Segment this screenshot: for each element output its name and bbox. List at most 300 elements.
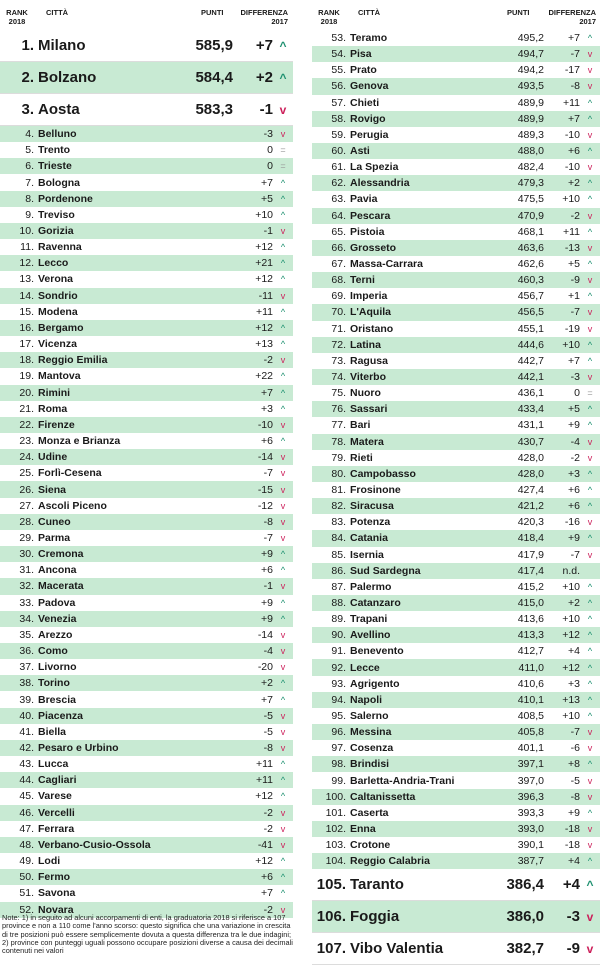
table-row — [312, 611, 600, 627]
diff-cell: +11 — [255, 305, 273, 318]
arrow-down-icon: v — [280, 516, 286, 527]
rank-cell: 55. — [331, 64, 346, 77]
rank-cell: 82. — [331, 500, 346, 513]
rank-cell: 4. — [25, 128, 34, 141]
table-row — [0, 756, 293, 772]
rank-cell: 18. — [19, 354, 34, 367]
diff-cell: +4 — [562, 876, 580, 894]
city-cell: Verona — [38, 273, 74, 286]
arrow-down-icon: v — [587, 436, 593, 447]
diff-cell: +12 — [255, 790, 273, 803]
arrow-up-icon: ^ — [587, 597, 593, 608]
header-points: PUNTI — [201, 8, 224, 17]
points-cell: 412,7 — [517, 645, 544, 658]
diff-cell: +2 — [568, 596, 580, 609]
rank-cell: 103. — [325, 839, 346, 852]
diff-cell: +11 — [562, 225, 580, 238]
rank-cell: 6. — [25, 160, 34, 173]
points-cell: 427,4 — [517, 484, 544, 496]
rank-cell: 40. — [19, 709, 34, 722]
rank-cell: 11. — [20, 241, 34, 254]
city-cell: L'Aquila — [350, 306, 391, 319]
diff-cell: -1 — [259, 101, 273, 118]
city-cell: Novara — [38, 903, 74, 916]
table-row — [312, 417, 600, 433]
table-row — [312, 498, 600, 514]
city-cell: Siracusa — [350, 500, 394, 513]
table-row — [312, 740, 600, 756]
table-row — [0, 708, 293, 724]
diff-cell: +10 — [255, 208, 273, 221]
city-cell: Modena — [38, 305, 78, 318]
table-row — [312, 111, 600, 127]
city-cell: Enna — [350, 822, 376, 835]
arrow-down-icon: v — [280, 226, 286, 237]
arrow-down-icon: v — [587, 275, 593, 286]
rank-cell: 97. — [331, 742, 346, 755]
diff-cell: +12 — [255, 321, 273, 334]
diff-cell: +9 — [261, 548, 273, 561]
city-cell: Agrigento — [350, 677, 400, 690]
rank-cell: 41. — [19, 725, 34, 738]
city-cell: Sud Sardegna — [350, 564, 421, 577]
arrow-down-icon: v — [587, 81, 593, 92]
rank-cell: 21. — [19, 402, 34, 415]
rank-cell: 93. — [331, 677, 346, 690]
diff-cell: -4 — [263, 645, 273, 658]
diff-cell: +13 — [255, 338, 273, 351]
points-cell: 468,1 — [517, 225, 544, 238]
rank-cell: 44. — [19, 774, 34, 787]
table-row — [312, 579, 600, 595]
arrow-up-icon: ^ — [280, 209, 286, 220]
city-cell: Lecce — [350, 661, 380, 674]
rank-cell: 26. — [19, 483, 34, 496]
rank-cell: 20. — [19, 386, 34, 399]
arrow-down-icon: v — [279, 102, 287, 117]
points-cell: 417,4 — [517, 564, 544, 577]
rank-cell: 50. — [19, 871, 34, 884]
arrow-down-icon: v — [587, 323, 593, 334]
rank-cell: 88. — [331, 596, 346, 609]
rank-cell: 107. — [316, 940, 346, 958]
table-row — [312, 208, 600, 224]
diff-cell: -8 — [570, 790, 580, 803]
diff-cell: -9 — [570, 274, 580, 287]
arrow-up-icon: ^ — [587, 581, 593, 592]
rank-cell: 101. — [325, 806, 346, 819]
table-row — [0, 320, 293, 336]
rank-cell: 30. — [19, 548, 34, 561]
points-cell: 393,0 — [517, 822, 544, 835]
points-cell: 390,1 — [517, 839, 544, 852]
diff-cell: 0 — [267, 144, 273, 157]
table-row — [0, 788, 293, 804]
table-row — [0, 627, 293, 643]
table-row — [312, 30, 600, 46]
city-cell: Cagliari — [38, 774, 77, 787]
city-cell: Ragusa — [350, 354, 388, 367]
rank-cell: 75. — [331, 387, 346, 400]
table-row — [312, 46, 600, 62]
points-cell: 421,2 — [517, 500, 544, 513]
ranking-list-left — [0, 30, 293, 918]
table-row — [0, 643, 293, 659]
table-row — [0, 368, 293, 384]
city-cell: Biella — [38, 725, 67, 738]
diff-cell: -8 — [570, 80, 580, 93]
city-cell: Teramo — [350, 32, 388, 45]
table-row — [312, 191, 600, 207]
table-row — [0, 223, 293, 239]
table-row — [312, 789, 600, 805]
table-row — [0, 805, 293, 821]
diff-cell: +22 — [255, 370, 273, 383]
points-cell: 408,5 — [517, 709, 544, 722]
diff-cell: -11 — [258, 289, 273, 302]
rank-cell: 45. — [19, 790, 34, 803]
arrow-down-icon: v — [280, 419, 286, 430]
points-cell: 387,7 — [517, 855, 544, 868]
diff-cell: +3 — [568, 467, 580, 480]
table-row — [0, 481, 293, 497]
city-cell: Reggio Calabria — [350, 855, 430, 868]
arrow-up-icon: ^ — [587, 759, 593, 770]
city-cell: Treviso — [38, 208, 75, 221]
points-cell: 415,2 — [517, 580, 544, 593]
table-row — [0, 449, 293, 465]
table-row — [0, 498, 293, 514]
table-row — [0, 352, 293, 368]
arrow-up-icon: ^ — [587, 339, 593, 350]
arrow-down-icon: v — [280, 532, 286, 543]
arrow-down-icon: v — [587, 791, 593, 802]
diff-cell: -16 — [564, 516, 580, 529]
points-cell: 456,7 — [517, 290, 544, 303]
rank-cell: 71. — [331, 322, 346, 335]
arrow-up-icon: ^ — [280, 888, 286, 899]
arrow-up-icon: ^ — [587, 646, 593, 657]
city-cell: Terni — [350, 274, 375, 287]
city-cell: Alessandria — [350, 177, 410, 190]
diff-cell: -2 — [263, 903, 273, 916]
diff-cell: -2 — [263, 822, 273, 835]
table-row — [0, 853, 293, 869]
city-cell: Massa-Carrara — [350, 258, 423, 271]
rank-cell: 35. — [19, 628, 34, 641]
rank-cell: 85. — [331, 548, 346, 561]
points-cell: 495,2 — [517, 32, 544, 45]
city-cell: Catania — [350, 532, 388, 545]
arrow-up-icon: ^ — [587, 146, 593, 157]
table-row — [312, 385, 600, 401]
city-cell: Cremona — [38, 548, 84, 561]
arrow-down-icon: v — [587, 162, 593, 173]
city-cell: Rieti — [350, 451, 373, 464]
diff-cell: +3 — [568, 677, 580, 690]
arrow-up-icon: ^ — [587, 194, 593, 205]
diff-cell: +10 — [562, 613, 580, 626]
diff-cell: +7 — [261, 386, 273, 399]
table-row — [312, 514, 600, 530]
equal-icon: = — [280, 161, 286, 172]
diff-cell: -7 — [263, 467, 273, 480]
table-row — [312, 401, 600, 417]
rank-cell: 99. — [331, 774, 346, 787]
arrow-up-icon: ^ — [280, 371, 286, 382]
arrow-up-icon: ^ — [587, 630, 593, 641]
rank-cell: 33. — [19, 596, 34, 609]
diff-cell: +10 — [562, 338, 580, 351]
city-cell: Ferrara — [38, 822, 75, 835]
rank-cell: 69. — [331, 290, 346, 303]
table-row — [0, 401, 293, 417]
diff-cell: -5 — [570, 774, 580, 787]
city-cell: Forlì-Cesena — [38, 467, 102, 480]
table-row — [312, 321, 600, 337]
diff-cell: -18 — [564, 822, 580, 835]
points-cell: 456,5 — [517, 306, 544, 319]
table-row — [0, 304, 293, 320]
city-cell: Parma — [38, 531, 71, 544]
diff-cell: -2 — [570, 209, 580, 222]
city-cell: Crotone — [350, 839, 391, 852]
arrow-up-icon: ^ — [587, 533, 593, 544]
city-cell: Vibo Valentia — [350, 940, 444, 958]
city-cell: Ravenna — [38, 241, 82, 254]
table-row — [312, 563, 600, 579]
rank-cell: 52. — [19, 903, 34, 916]
rank-cell: 7. — [25, 176, 34, 189]
diff-cell: -4 — [570, 435, 580, 448]
arrow-down-icon: v — [280, 581, 286, 592]
arrow-up-icon: ^ — [587, 694, 593, 705]
header-diff: DIFFERENZA 2017 — [548, 8, 596, 26]
ranking-column-right — [312, 0, 600, 965]
table-row — [312, 805, 600, 821]
arrow-down-icon: v — [280, 904, 286, 915]
rank-cell: 81. — [331, 484, 346, 496]
diff-cell: +6 — [568, 500, 580, 513]
table-row — [0, 336, 293, 352]
table-row — [312, 547, 600, 563]
rank-cell: 51. — [19, 887, 34, 900]
diff-cell: -3 — [566, 908, 580, 926]
table-row — [312, 159, 600, 175]
table-row — [0, 417, 293, 433]
table-header — [312, 0, 600, 30]
rank-cell: 25. — [19, 467, 34, 480]
rank-cell: 73. — [331, 354, 346, 367]
city-cell: Torino — [38, 677, 70, 690]
city-cell: Pisa — [350, 48, 372, 61]
diff-cell: +9 — [261, 596, 273, 609]
diff-cell: -20 — [257, 661, 273, 674]
arrow-down-icon: v — [587, 517, 593, 528]
table-row — [312, 837, 600, 853]
arrow-up-icon: ^ — [279, 70, 287, 85]
city-cell: Milano — [38, 37, 86, 54]
rank-cell: 59. — [331, 128, 346, 141]
city-cell: Monza e Brianza — [38, 435, 121, 448]
city-cell: Livorno — [38, 661, 77, 674]
arrow-up-icon: ^ — [280, 193, 286, 204]
city-cell: Cuneo — [38, 515, 71, 528]
rank-cell: 16. — [19, 321, 34, 334]
rank-cell: 84. — [331, 532, 346, 545]
table-row — [312, 869, 600, 901]
diff-cell: +4 — [568, 855, 580, 868]
points-cell: 489,9 — [517, 112, 544, 125]
arrow-down-icon: v — [280, 629, 286, 640]
arrow-down-icon: v — [280, 129, 286, 140]
diff-cell: +1 — [568, 290, 580, 303]
arrow-up-icon: ^ — [587, 468, 593, 479]
equal-icon: = — [280, 145, 286, 156]
city-cell: Chieti — [350, 96, 380, 109]
diff-cell: -14 — [257, 628, 273, 641]
city-cell: Firenze — [38, 418, 75, 431]
rank-cell: 95. — [331, 709, 346, 722]
diff-cell: +8 — [568, 758, 580, 771]
diff-cell: -7 — [570, 726, 580, 739]
city-cell: Cosenza — [350, 742, 394, 755]
table-row — [312, 256, 600, 272]
rank-cell: 2. — [21, 69, 34, 86]
rank-cell: 90. — [331, 629, 346, 642]
city-cell: Macerata — [38, 580, 84, 593]
table-row — [312, 224, 600, 240]
city-cell: Barletta-Andria-Trani — [350, 774, 455, 787]
diff-cell: +2 — [255, 69, 273, 86]
diff-cell: +5 — [568, 403, 580, 416]
points-cell: 418,4 — [517, 532, 544, 545]
diff-cell: -8 — [263, 742, 273, 755]
city-cell: Reggio Emilia — [38, 354, 108, 367]
rank-cell: 31. — [19, 564, 34, 577]
rank-cell: 14. — [19, 289, 34, 302]
diff-cell: -9 — [566, 940, 580, 958]
diff-cell: 0 — [267, 160, 273, 173]
arrow-down-icon: v — [587, 65, 593, 76]
city-cell: Padova — [38, 596, 76, 609]
rank-cell: 104. — [325, 855, 346, 868]
table-row — [312, 482, 600, 498]
city-cell: Genova — [350, 80, 389, 93]
table-header — [0, 0, 293, 30]
city-cell: Isernia — [350, 548, 384, 561]
city-cell: Palermo — [350, 580, 392, 593]
rank-cell: 70. — [331, 306, 346, 319]
arrow-up-icon: ^ — [280, 306, 286, 317]
table-row — [312, 127, 600, 143]
city-cell: Rovigo — [350, 112, 386, 125]
points-cell: 430,7 — [517, 435, 544, 448]
arrow-up-icon: ^ — [280, 549, 286, 560]
diff-cell: 0 — [574, 387, 580, 400]
rank-cell: 47. — [19, 822, 34, 835]
diff-cell: +5 — [568, 258, 580, 271]
arrow-down-icon: v — [587, 49, 593, 60]
rank-cell: 105. — [316, 876, 346, 894]
diff-cell: -17 — [564, 64, 580, 77]
arrow-up-icon: ^ — [587, 97, 593, 108]
rank-cell: 89. — [331, 613, 346, 626]
diff-cell: +12 — [255, 855, 273, 868]
points-cell: 462,6 — [517, 258, 544, 271]
city-cell: Fermo — [38, 871, 71, 884]
arrow-up-icon: ^ — [587, 420, 593, 431]
city-cell: Benevento — [350, 645, 404, 658]
table-row — [312, 595, 600, 611]
arrow-up-icon: ^ — [587, 404, 593, 415]
table-row — [312, 676, 600, 692]
table-row — [312, 240, 600, 256]
points-cell: 494,2 — [517, 64, 544, 77]
diff-cell: -1 — [263, 225, 273, 238]
diff-cell: -2 — [263, 354, 273, 367]
points-cell: 433,4 — [517, 403, 544, 416]
points-cell: 436,1 — [517, 387, 544, 400]
points-cell: 428,0 — [517, 467, 544, 480]
points-cell: 411,0 — [518, 661, 544, 674]
diff-cell: +6 — [261, 435, 273, 448]
arrow-up-icon: ^ — [587, 614, 593, 625]
rank-cell: 86. — [331, 564, 346, 577]
diff-cell: -18 — [564, 839, 580, 852]
arrow-down-icon: v — [587, 823, 593, 834]
table-row — [0, 385, 293, 401]
points-cell: 393,3 — [517, 806, 544, 819]
city-cell: Sondrio — [38, 289, 78, 302]
city-cell: Salerno — [350, 709, 389, 722]
table-row — [0, 174, 293, 190]
city-cell: Catanzaro — [350, 596, 401, 609]
city-cell: Bolzano — [38, 69, 97, 86]
arrow-up-icon: ^ — [587, 807, 593, 818]
arrow-down-icon: v — [587, 129, 593, 140]
diff-cell: -8 — [263, 515, 273, 528]
city-cell: Pavia — [350, 193, 378, 206]
city-cell: Oristano — [350, 322, 394, 335]
arrow-up-icon: ^ — [280, 613, 286, 624]
diff-cell: -10 — [564, 128, 580, 141]
diff-cell: +10 — [562, 709, 580, 722]
diff-cell: +7 — [568, 354, 580, 367]
table-row — [0, 255, 293, 271]
arrow-down-icon: v — [587, 210, 593, 221]
table-row — [312, 627, 600, 643]
footnote: Note: 1) in seguito ad alcuni accorpamenti di enti, la graduatoria 2018 si riferisce a 107 province e non a 110 come l'anno scorso: questo significa che una variazione in crescita di tre posizioni può essere semplicemente dovuta a questa differenza tra le due indagini; 2) province con punteggi uguali possono occupare posizioni diverse a causa dei decimali contenuti nei valori — [2, 913, 293, 956]
arrow-up-icon: ^ — [280, 436, 286, 447]
rank-cell: 49. — [19, 855, 34, 868]
city-cell: Nuoro — [350, 387, 381, 400]
diff-cell: +6 — [568, 145, 580, 158]
diff-cell: -5 — [263, 725, 273, 738]
city-cell: Trieste — [38, 160, 72, 173]
city-cell: Pesaro e Urbino — [38, 742, 119, 755]
city-cell: Pistoia — [350, 225, 385, 238]
table-row — [0, 659, 293, 675]
arrow-down-icon: v — [587, 727, 593, 738]
rank-cell: 37. — [19, 661, 34, 674]
rank-cell: 100. — [325, 790, 346, 803]
arrow-down-icon: v — [280, 743, 286, 754]
rank-cell: 27. — [19, 499, 34, 512]
rank-cell: 12. — [19, 257, 34, 270]
table-row — [0, 724, 293, 740]
rank-cell: 76. — [331, 403, 346, 416]
